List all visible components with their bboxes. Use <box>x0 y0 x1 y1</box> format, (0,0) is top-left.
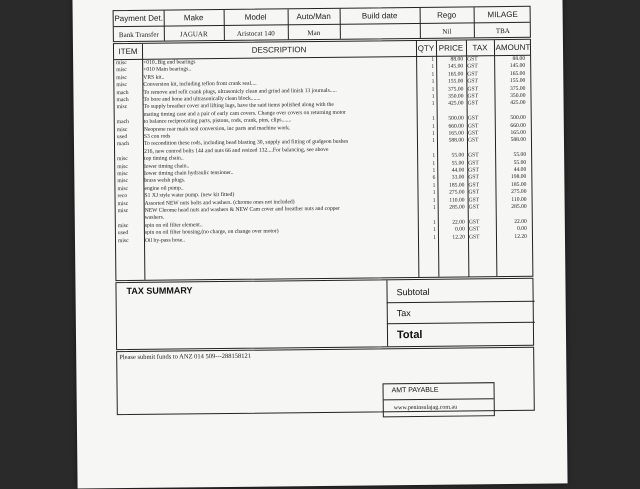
line-item-tax: GST <box>467 86 491 94</box>
line-item-amount: 22.00 <box>498 219 527 227</box>
build-date-value <box>340 28 420 29</box>
col-amount: AMOUNT <box>494 43 532 52</box>
line-item-qty: 1 <box>415 64 434 72</box>
line-item-price: 55.00 <box>438 160 464 168</box>
line-item-amount: 350.00 <box>496 93 525 101</box>
line-item-amount: 55.00 <box>497 159 526 167</box>
line-item-qty: 1 <box>416 160 435 168</box>
amt-payable-box <box>383 382 495 417</box>
website-link[interactable]: www.peninsulajag.com.au <box>394 405 457 412</box>
line-item-tax: GST <box>468 123 492 131</box>
line-item-amount: 44.00 <box>497 167 526 175</box>
line-item-description: S3 con rods <box>144 131 416 141</box>
col-price: PRICE <box>436 43 466 52</box>
line-item-tax: GST <box>467 71 491 79</box>
tax-summary-box <box>115 278 534 350</box>
rego-label: Rego <box>420 10 474 20</box>
amt-payable-label: AMT PAYABLE <box>392 387 439 394</box>
line-item-code: misc <box>117 171 141 179</box>
line-item-description: NEW Chrome head nuts and washers & NEW Cam cover and breather nuts and copper <box>145 205 417 215</box>
line-item-description: lower timing chain hydraulic tensioner.. <box>144 168 416 178</box>
line-item-code: misc <box>117 178 141 186</box>
line-item-code: misc <box>116 60 140 68</box>
line-item-description: Assorted NEW nuts bolts and washers. (chrome ones not included) <box>145 198 417 208</box>
transmission-value: Man <box>288 29 340 38</box>
line-item-qty: 1 <box>417 197 436 205</box>
line-item-tax: GST <box>468 167 492 175</box>
line-item-price: 44.00 <box>438 167 464 175</box>
line-item-tax: GST <box>468 152 492 160</box>
line-item-price: 185.00 <box>438 182 464 190</box>
line-item-amount: 165.00 <box>496 71 525 79</box>
line-item-code: mach <box>116 97 140 105</box>
line-item-code: misc <box>118 208 142 216</box>
line-item-tax: GST <box>467 78 491 86</box>
line-item-amount: 110.00 <box>498 196 527 204</box>
line-item-tax: GST <box>469 226 493 234</box>
line-item-price: 22.00 <box>439 219 465 227</box>
line-item-tax: GST <box>468 115 492 123</box>
line-item-price: 155.00 <box>437 79 463 87</box>
line-item-amount: 500.00 <box>497 115 526 123</box>
line-item-qty: 1 <box>417 220 436 228</box>
line-item-code: misc <box>118 237 142 245</box>
line-item-tax: GST <box>467 93 491 101</box>
invoice-sheet <box>72 0 567 489</box>
line-item-description: spin on oil filter housing,(no charge, on change over motor) <box>145 227 417 237</box>
line-item-description: washers. <box>145 212 417 222</box>
line-item-code: mach <box>116 89 140 97</box>
line-item-tax: GST <box>467 64 491 72</box>
line-item-description: Conversion kit, including teflon front crank seal.... <box>143 79 415 89</box>
line-item-qty: 1 <box>415 72 434 80</box>
line-item-amount: 275.00 <box>497 189 526 197</box>
line-item-code: misc <box>118 223 142 231</box>
line-item-price: 0.00 <box>439 227 465 235</box>
line-item-price: 165.00 <box>437 71 463 79</box>
line-item-description: brass welsh plugs. <box>144 175 416 185</box>
line-item-code: misc <box>116 82 140 90</box>
line-item-qty: 1 <box>416 138 435 146</box>
line-item-amount: 660.00 <box>497 122 526 130</box>
line-item-amount: 145.00 <box>496 63 525 71</box>
make-label: Make <box>164 13 224 23</box>
line-item-amount: 285.00 <box>498 204 527 212</box>
line-item-code: misc <box>117 186 141 194</box>
line-item-qty: 1 <box>416 131 435 139</box>
line-item-price: 88.00 <box>437 56 463 64</box>
line-item-price: 110.00 <box>439 197 465 205</box>
line-item-description: 216, new conrod bolts 144 and nuts 66 and resized 132....For balancing, see above <box>144 146 416 156</box>
line-item-qty: 1 <box>415 79 434 87</box>
line-item-description: To bore and hone and ultrasonically clean block....... <box>143 94 415 104</box>
line-item-amount: 12.20 <box>498 233 527 241</box>
line-item-price: 275.00 <box>438 190 464 198</box>
line-item-price: 165.00 <box>438 130 464 138</box>
line-item-tax: GST <box>468 138 492 146</box>
line-item-description: To remove and refit crank plugs, ultrasonicly clean and grind and linish 13 journals..... <box>143 87 415 97</box>
tax-summary-title: TAX SUMMARY <box>126 285 192 296</box>
line-item-tax: GST <box>468 175 492 183</box>
line-item-price: 55.00 <box>438 153 464 161</box>
line-item-tax: GST <box>468 101 492 109</box>
line-item-qty: 1 <box>415 57 434 65</box>
line-item-price: 12.20 <box>439 234 465 242</box>
line-item-price: 285.00 <box>439 204 465 212</box>
line-item-price: 350.00 <box>437 93 463 101</box>
line-item-code: used <box>118 230 142 238</box>
line-item-description: To supply breather cover and lifting lugs, have the said items polished along with the <box>144 101 416 111</box>
line-item-code: misc <box>117 156 141 164</box>
line-item-amount: 425.00 <box>497 100 526 108</box>
line-item-amount: 588.00 <box>497 137 526 145</box>
line-item-amount: 185.00 <box>497 182 526 190</box>
line-item-qty: 1 <box>416 123 435 131</box>
line-item-price: 145.00 <box>437 64 463 72</box>
line-item-qty: 1 <box>416 153 435 161</box>
line-item-price: 33.00 <box>438 175 464 183</box>
line-item-description: engine oil pump.. <box>144 183 416 193</box>
line-item-description: Neoprene rear main seal conversion, inc parts and machine work. <box>144 124 416 134</box>
line-item-code: misc <box>116 75 140 83</box>
line-item-description: spin on oil filter element.. <box>145 220 417 230</box>
build-date-label: Build date <box>340 11 420 21</box>
line-item-price: 660.00 <box>438 123 464 131</box>
payment-value: Bank Transfer <box>114 31 164 40</box>
line-item-description: mating timing case and a pair of early cam covers. Change over covers on returning motor <box>144 109 416 119</box>
col-item: ITEM <box>114 47 142 56</box>
line-item-amount: 198.00 <box>497 174 526 182</box>
line-item-price: 375.00 <box>437 86 463 94</box>
line-item-tax: GST <box>468 130 492 138</box>
line-item-tax: GST <box>468 189 492 197</box>
rego-value: Nil <box>420 27 474 36</box>
line-item-description: to balance reciprocating parts, pistons, rods, crank, pins, clips....... <box>144 116 416 126</box>
line-item-amount: 88.00 <box>496 56 525 64</box>
total-label: Total <box>397 329 423 341</box>
line-item-qty: 1 <box>416 190 435 198</box>
line-item-qty: 1 <box>416 101 435 109</box>
line-item-code: mach <box>117 119 141 127</box>
line-item-qty: 1 <box>417 227 436 235</box>
line-item-description: Oil by-pass hose.. <box>145 235 417 245</box>
line-item-qty: 6 <box>416 175 435 183</box>
line-item-tax: GST <box>468 182 492 190</box>
line-item-description: VRS kit.. <box>143 72 415 82</box>
line-item-qty: 1 <box>416 183 435 191</box>
line-item-price: 588.00 <box>438 138 464 146</box>
line-item-tax: GST <box>469 204 493 212</box>
line-item-code: mach <box>117 141 141 149</box>
line-item-code: misc <box>117 163 141 171</box>
line-item-tax: GST <box>469 234 493 242</box>
subtotal-label: Subtotal <box>396 287 429 297</box>
line-item-description: +010..Big end bearings <box>143 57 415 67</box>
tax-label: Tax <box>397 308 411 318</box>
model-label: Model <box>224 12 288 22</box>
line-item-amount: 0.00 <box>498 226 527 234</box>
model-value: Aristocat 140 <box>224 29 288 38</box>
line-item-qty: 1 <box>417 205 436 213</box>
line-item-tax: GST <box>467 56 491 64</box>
line-item-description: lower timing chain.. <box>144 161 416 171</box>
line-item-amount: 55.00 <box>497 152 526 160</box>
line-item-price: 500.00 <box>438 116 464 124</box>
line-item-amount: 155.00 <box>496 78 525 86</box>
col-qty: QTY <box>416 44 436 53</box>
line-item-code: misc <box>116 67 140 75</box>
line-item-tax: GST <box>469 219 493 227</box>
line-item-amount: 165.00 <box>497 130 526 138</box>
line-item-qty: 1 <box>416 168 435 176</box>
line-item-code: misc <box>117 126 141 134</box>
line-item-qty: 1 <box>417 234 436 242</box>
line-item-qty: 1 <box>415 94 434 102</box>
line-item-qty: 1 <box>416 116 435 124</box>
line-item-code: used <box>117 134 141 142</box>
line-item-description: S1 XJ style water pump. (new kit fitted) <box>144 190 416 200</box>
mileage-label: MILAGE <box>474 10 532 20</box>
line-item-price: 425.00 <box>438 101 464 109</box>
line-item-description: +010 Main bearings.. <box>143 64 415 74</box>
mileage-value: TBA <box>474 27 532 36</box>
line-item-description: top timing chain.. <box>144 153 416 163</box>
items-table <box>113 39 533 281</box>
line-item-tax: GST <box>469 197 493 205</box>
line-item-tax: GST <box>468 160 492 168</box>
vehicle-header-table <box>113 6 531 42</box>
transmission-label: Auto/Man <box>288 12 340 22</box>
line-item-code: reco <box>117 193 141 201</box>
line-item-code: misc <box>117 104 141 112</box>
line-item-description: To recondition these rods, including bead blasting 30, supply and fitting of gudgeon bushes <box>144 138 416 148</box>
make-value: JAGUAR <box>164 30 224 39</box>
line-item-code: misc <box>118 200 142 208</box>
payment-label: Payment Det. <box>114 14 164 24</box>
payment-instructions: Please submit funds to ANZ 014 509---288158121 <box>119 353 251 361</box>
col-description: DESCRIPTION <box>142 44 416 56</box>
line-item-amount: 375.00 <box>496 85 525 93</box>
col-tax: TAX <box>466 43 494 52</box>
line-item-qty: 1 <box>415 86 434 94</box>
